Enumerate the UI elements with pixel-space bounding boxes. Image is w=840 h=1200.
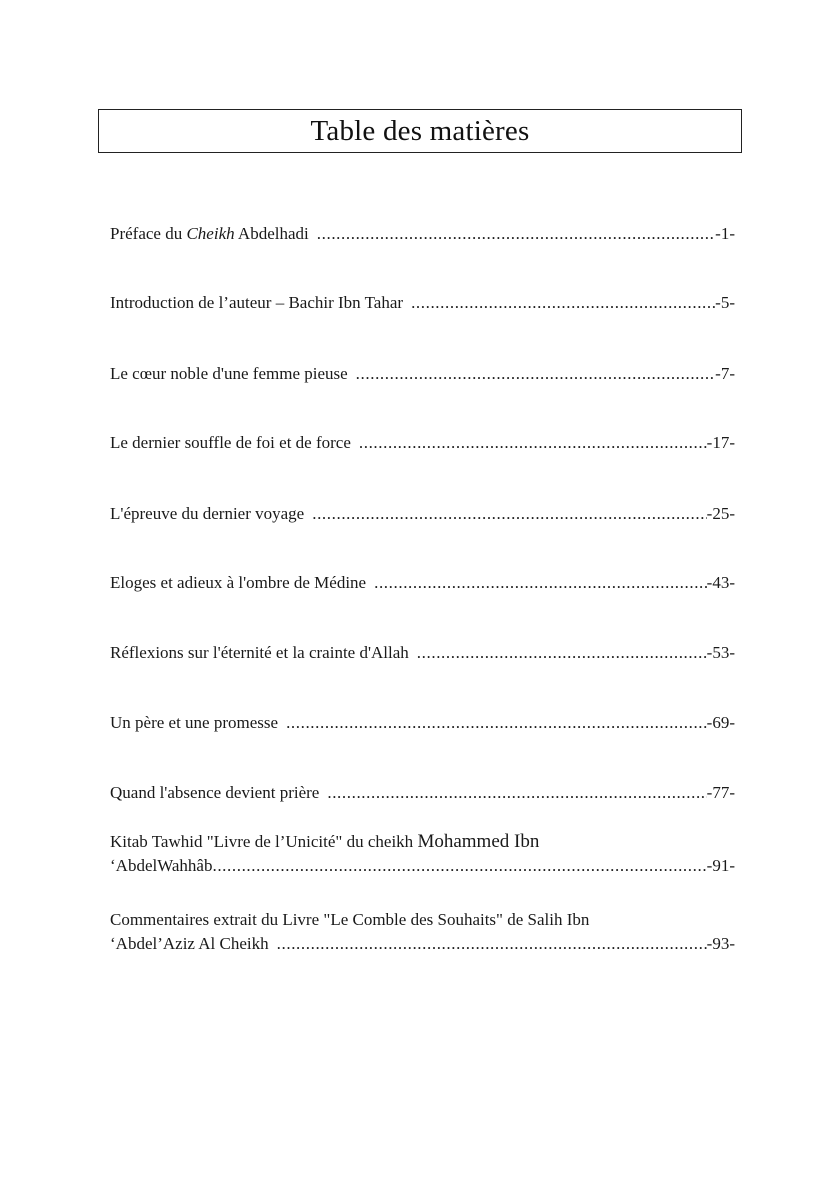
toc-entry[interactable] xyxy=(110,362,735,386)
toc-entry-title xyxy=(110,222,317,246)
dot-leader xyxy=(374,571,707,595)
dot-leader xyxy=(359,431,707,455)
toc-entry[interactable] xyxy=(110,830,735,878)
toc-entry-title: L'épreuve du dernier voyage xyxy=(110,504,305,523)
toc-line xyxy=(110,781,735,805)
toc-entry[interactable] xyxy=(110,431,735,455)
toc-page-number: -77- xyxy=(706,783,735,802)
toc-page-number: -69- xyxy=(706,713,735,732)
toc-line xyxy=(110,711,735,735)
toc-title-part: Préface du xyxy=(110,224,187,243)
dot-leader xyxy=(277,932,707,956)
toc-entry-title: Eloges et adieux à l'ombre de Médine xyxy=(110,573,367,592)
toc-line xyxy=(110,502,735,526)
toc-entry[interactable] xyxy=(110,781,735,805)
toc-entry[interactable] xyxy=(110,571,735,595)
toc-line-first xyxy=(110,830,735,854)
toc-title-part: Mohammed Ibn xyxy=(417,831,540,852)
toc-line xyxy=(110,362,735,386)
toc-entry[interactable] xyxy=(110,641,735,665)
toc-entry[interactable] xyxy=(110,908,735,956)
toc-page-number: -93- xyxy=(706,934,735,953)
toc-title-emphasis: Cheikh xyxy=(186,224,235,243)
toc-line xyxy=(110,854,735,878)
toc-entry[interactable] xyxy=(110,502,735,526)
toc-entry[interactable] xyxy=(110,291,735,315)
dot-leader xyxy=(356,362,716,386)
toc-entry-title: Réflexions sur l'éternité et la crainte d'Allah xyxy=(110,643,409,662)
toc-page-number: -91- xyxy=(706,856,735,875)
page-title: Table des matières xyxy=(310,114,530,147)
toc-entry-title xyxy=(110,830,539,854)
toc-page-number: -7- xyxy=(715,364,735,383)
toc-line xyxy=(110,431,735,455)
dot-leader xyxy=(411,291,715,315)
toc-line xyxy=(110,291,735,315)
toc-page-number: -53- xyxy=(706,643,735,662)
toc-title-part: Abdelhadi xyxy=(234,224,309,243)
title-box xyxy=(98,109,742,153)
toc-line xyxy=(110,641,735,665)
toc-line xyxy=(110,932,735,956)
toc-entry[interactable] xyxy=(110,711,735,735)
toc-line xyxy=(110,571,735,595)
toc-page-number: -5- xyxy=(715,293,735,312)
toc-entry-title: Un père et une promesse xyxy=(110,713,279,732)
toc-title-part: Kitab Tawhid "Livre de l’Unicité" du cheikh xyxy=(110,832,418,851)
toc-page-number: -17- xyxy=(706,433,735,452)
dot-leader xyxy=(327,781,706,805)
toc-entry-title: Commentaires extrait du Livre "Le Comble des Souhaits" de Salih Ibn xyxy=(110,910,590,929)
dot-leader xyxy=(212,854,706,878)
toc-entry-title-continued: ‘AbdelWahhâb xyxy=(110,856,213,875)
toc-line xyxy=(110,222,735,246)
toc-entry-title: Quand l'absence devient prière xyxy=(110,783,320,802)
toc-page-number: -1- xyxy=(715,224,735,243)
toc-entry-title-continued: ‘Abdel’Aziz Al Cheikh xyxy=(110,934,269,953)
dot-leader xyxy=(286,711,707,735)
toc-page-number: -43- xyxy=(706,573,735,592)
toc-entry-title: Introduction de l’auteur – Bachir Ibn Tahar xyxy=(110,293,404,312)
dot-leader xyxy=(417,641,707,665)
toc-entry-title: Le cœur noble d'une femme pieuse xyxy=(110,364,348,383)
toc-entry[interactable] xyxy=(110,222,735,246)
dot-leader xyxy=(317,222,715,246)
toc-page-number: -25- xyxy=(706,504,735,523)
toc-line-first xyxy=(110,908,735,932)
dot-leader xyxy=(312,502,706,526)
toc-entry-title: Le dernier souffle de foi et de force xyxy=(110,433,351,452)
